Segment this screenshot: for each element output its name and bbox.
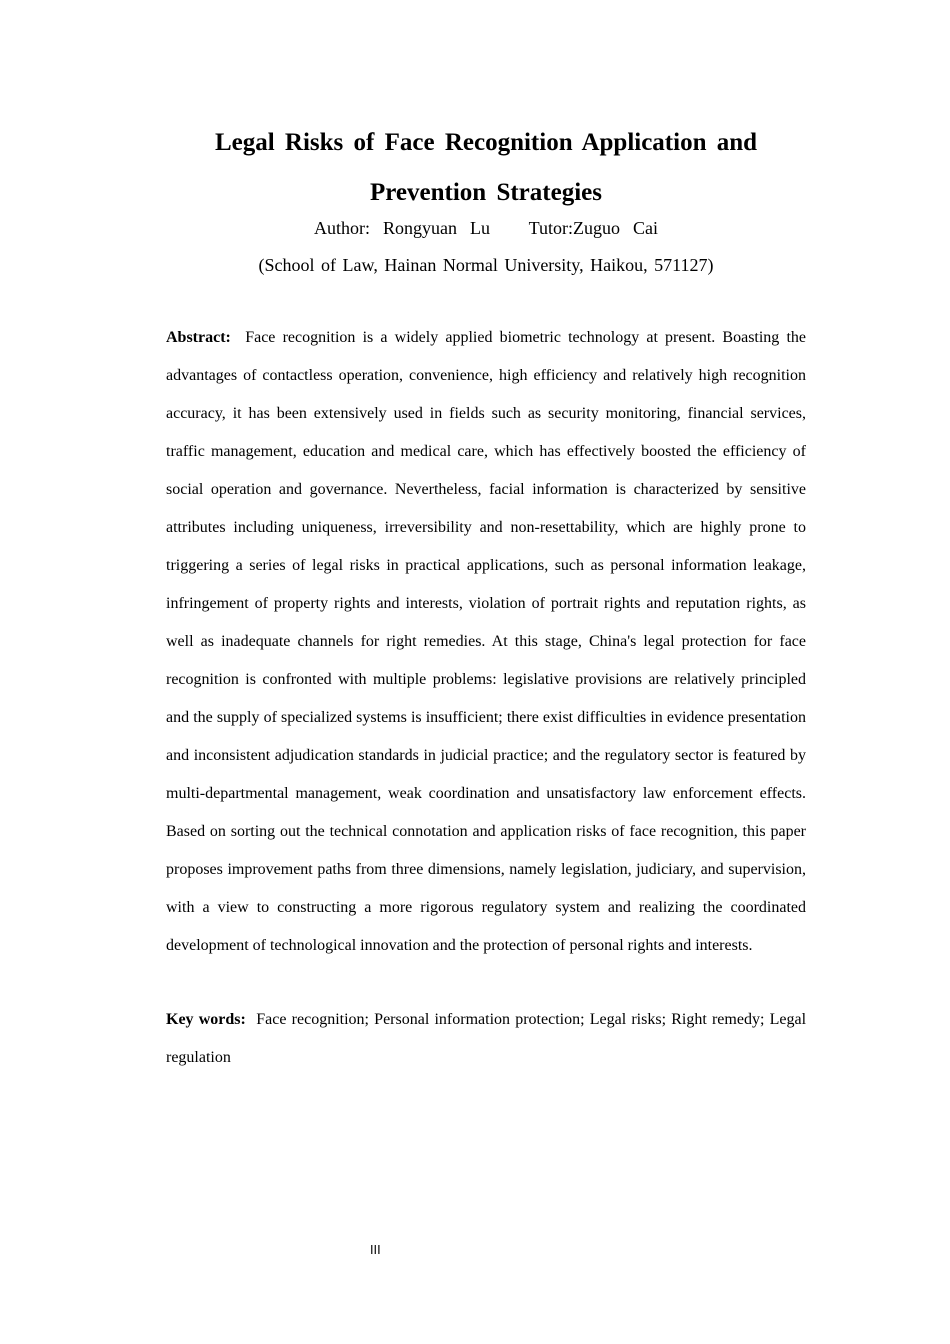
page-number: III [370, 1243, 381, 1257]
keywords-label: Key words: [166, 1011, 246, 1028]
paper-title-line-2: Prevention Strategies [370, 179, 602, 206]
affiliation-line: (School of Law, Hainan Normal University, Haikou, 571127) [258, 255, 714, 275]
abstract-label: Abstract: [166, 329, 231, 346]
author-tutor-line: Author: Rongyuan Lu Tutor:Zuguo Cai [313, 218, 658, 238]
keywords-paragraph [166, 1001, 806, 1077]
abstract-text: Face recognition is a widely applied biometric technology at present. Boasting the advantages of contactless operation, convenience, high efficiency and relatively high recognition accuracy, it has been extensively used in fields such as security monitoring, financial services, traffic management, education and medical care, which has effectively boosted the efficiency of social operation and governance. Nevertheless, facial information is characterized by sensitive attributes including uniqueness, irreversibility and non-resettability, which are highly prone to triggering a series of legal risks in practical applications, such as personal information leakage, infringement of property rights and interests, violation of portrait rights and reputation rights, as well as inadequate channels for right remedies. At this stage, China's legal protection for face recognition is confronted with multiple problems: legislative provisions are relatively principled and the supply of specialized systems is insufficient; there exist difficulties in evidence presentation and inconsistent adjudication standards in judicial practice; and the regulatory sector is featured by multi-departmental management, weak coordination and unsatisfactory law enforcement effects. Based on sorting out the technical connotation and application risks of face recognition, this paper proposes improvement paths from three dimensions, namely legislation, judiciary, and supervision, with a view to constructing a more rigorous regulatory system and realizing the coordinated development of technological innovation and the protection of personal rights and interests. [166, 329, 807, 954]
abstract-paragraph [166, 319, 806, 965]
paper-title [166, 118, 806, 218]
paper-title-line-1: Legal Risks of Face Recognition Application and [214, 129, 758, 156]
keywords-text: Face recognition; Personal information protection; Legal risks; Right remedy; Legal regulation [166, 1011, 807, 1066]
